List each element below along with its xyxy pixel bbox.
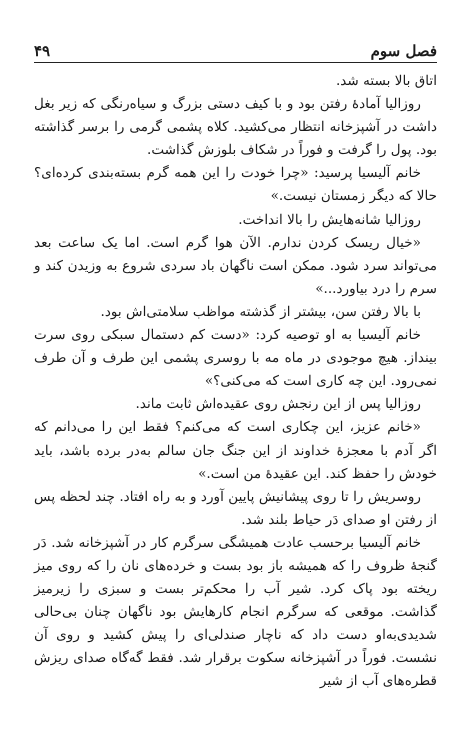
chapter-title: فصل سوم [370, 42, 437, 60]
paragraph: خانم آلیسیا به او توصیه کرد: «دست کم دستمال سبکی روی سرت بینداز. هیچ موجودی در ماه مه با روسری پشمی این طرف و آن طرف نمی‌رود. این چه کاری است که می‌کنی؟» [34, 327, 437, 390]
paragraph: خانم آلیسیا پرسید: «چرا خودت را این همه گرم بسته‌بندی کرده‌ای؟ حالا که دیگر زمستان نیست.» [34, 165, 437, 205]
paragraph: روزالیا آمادهٔ رفتن بود و با کیف دستی بزرگ و سیاه‌رنگی که زیر بغل داشت در آشپزخانه انتظار می‌کشید. کلاه پشمی گرمی را برسر گذاشته بود. پول را گرفت و فوراً در شکاف بلوزش گذاشت. [34, 96, 437, 159]
paragraph: «خیال ریسک کردن ندارم. الآن هوا گرم است. اما یک ساعت بعد می‌تواند سرد شود. ممکن است ناگهان باد سردی شروع به وزیدن کند و سرم را درد بیاورد...» [34, 234, 437, 297]
header-rule [34, 62, 437, 63]
paragraph: روزالیا پس از این رنجش روی عقیده‌اش ثابت ماند. [135, 396, 421, 413]
running-header [34, 36, 437, 60]
paragraph: «خانم عزیز، این چکاری است که می‌کنم؟ فقط این را می‌دانم که اگر آدم با معجزهٔ خداوند از این جنگ جان سالم به‌در برده باشد، باید خودش را حفظ کند. این عقیدهٔ من است.» [34, 419, 437, 482]
body-text [34, 70, 437, 694]
paragraph: با بالا رفتن سن، بیشتر از گذشته مواظب سلامتی‌اش بود. [100, 303, 421, 320]
paragraph: روزالیا شانه‌هایش را بالا انداخت. [238, 211, 421, 228]
paragraph: اتاق بالا بسته شد. [335, 73, 437, 89]
paragraph: روسریش را تا روی پیشانیش پایین آورد و به راه افتاد. چند لحظه پس از رفتن او صدای دَر حیاط بلند شد. [34, 488, 437, 528]
page-number: ۴۹ [34, 42, 51, 60]
paragraph: خانم آلیسیا برحسب عادت همیشگی سرگرم کار در آشپزخانه شد. دَر گنجهٔ ظروف را که همیشه باز بود بست و خرده‌های نان را که روی میز ریخته بود پاک کرد. شیر آب را محکم‌تر بست و سبزی را زیرمیز گذاشت. موقعی که سرگرم انجام کارهایش بود ناگهان چنان بی‌حالی شدیدی‌به‌او دست داد که ناچار صندلی‌ای را پیش کشید و روی آن نشست. فوراً در آشپزخانه سکوت برقرار شد. فقط گه‌گاه صدای ریزش قطره‌های آب از شیر [34, 534, 437, 690]
